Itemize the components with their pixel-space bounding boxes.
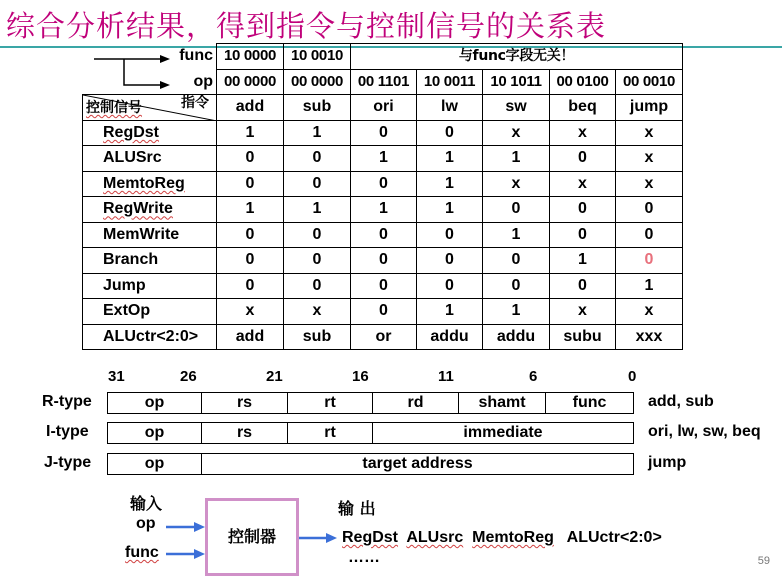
bit-26: 26 — [180, 368, 197, 385]
op-code: 00 0010 — [616, 69, 683, 95]
signal-value: 1 — [417, 171, 483, 197]
j-field-op: op — [107, 453, 202, 475]
signal-name-text: ALUctr<2:0> — [103, 327, 199, 345]
r-type-instructions: add, sub — [648, 393, 714, 410]
r-type-row — [0, 392, 782, 414]
i-type-label: I-type — [46, 423, 89, 440]
signal-value: 1 — [483, 222, 550, 248]
signal-row — [83, 146, 683, 172]
signal-name-text: RegWrite — [103, 200, 173, 218]
signal-value: 0 — [351, 222, 417, 248]
i-type-row — [0, 422, 782, 444]
signal-value: 0 — [217, 273, 284, 299]
i-field-op: op — [107, 422, 202, 444]
signal-value: sub — [284, 324, 351, 350]
r-field-shamt: shamt — [458, 392, 546, 414]
signal-value: x — [284, 299, 351, 325]
signal-row — [83, 299, 683, 325]
signal-value: 1 — [417, 299, 483, 325]
r-field-rt: rt — [287, 392, 373, 414]
signal-value: 0 — [351, 273, 417, 299]
signal-value: xxx — [616, 324, 683, 350]
control-signal-table — [82, 43, 683, 350]
signal-value: 1 — [351, 146, 417, 172]
j-type-row — [0, 453, 782, 475]
func-dontcare: 与func字段无关！ — [351, 44, 683, 70]
signal-value: 1 — [550, 248, 616, 274]
instruction-header-row — [83, 95, 683, 121]
op-code: 10 0011 — [417, 69, 483, 95]
output-label: 输 出 — [338, 499, 376, 518]
signal-value: addu — [417, 324, 483, 350]
signal-value: 1 — [284, 197, 351, 223]
signal-name — [83, 273, 217, 299]
signal-value: 0 — [284, 273, 351, 299]
corner-signal-label: 控制信号 — [86, 100, 142, 116]
signal-value: add — [217, 324, 284, 350]
corner-instr-label: 指令 — [181, 95, 209, 111]
signal-name — [83, 120, 217, 146]
func-code-add: 10 0000 — [217, 44, 284, 70]
signal-value: 1 — [616, 273, 683, 299]
signal-value: x — [217, 299, 284, 325]
instr-header: lw — [417, 95, 483, 121]
instr-header: ori — [351, 95, 417, 121]
signal-name-text: Branch — [103, 251, 159, 269]
signal-rows — [83, 120, 683, 350]
signal-name-text: MemWrite — [103, 225, 180, 243]
signal-value: x — [616, 120, 683, 146]
controller-label: 控制器 — [227, 527, 276, 546]
signal-value: 0 — [284, 146, 351, 172]
signal-value: 0 — [351, 120, 417, 146]
instr-header: sub — [284, 95, 351, 121]
signal-row — [83, 171, 683, 197]
signal-name — [83, 324, 217, 350]
signal-value: 0 — [550, 146, 616, 172]
func-code-sub: 10 0010 — [284, 44, 351, 70]
signal-name — [83, 197, 217, 223]
instr-header: add — [217, 95, 284, 121]
signal-name-text: ExtOp — [103, 302, 151, 320]
signal-value: x — [550, 120, 616, 146]
signal-row — [83, 120, 683, 146]
j-type-label: J-type — [44, 454, 92, 471]
corner-cell — [83, 95, 217, 121]
signal-value: 0 — [550, 222, 616, 248]
signal-value: x — [483, 120, 550, 146]
signal-value: 0 — [217, 146, 284, 172]
signal-value: 0 — [284, 248, 351, 274]
i-field-rs: rs — [201, 422, 288, 444]
signal-value: x — [616, 146, 683, 172]
signal-value: 0 — [217, 248, 284, 274]
j-field-target: target address — [201, 453, 634, 475]
signal-value: x — [550, 299, 616, 325]
bit-21: 21 — [266, 368, 283, 385]
bit-16: 16 — [352, 368, 369, 385]
signal-row — [83, 197, 683, 223]
output-signals — [342, 529, 662, 547]
signal-value: 1 — [284, 120, 351, 146]
input-func: func — [125, 544, 159, 561]
signal-name-text: MemtoReg — [103, 174, 185, 192]
bit-6: 6 — [529, 368, 538, 385]
op-code: 00 0000 — [217, 69, 284, 95]
instr-header: beq — [550, 95, 616, 121]
r-field-func: func — [545, 392, 634, 414]
signal-value: x — [616, 299, 683, 325]
page-number: 59 — [757, 555, 770, 567]
op-code: 00 0000 — [284, 69, 351, 95]
signal-row — [83, 273, 683, 299]
bit-11: 11 — [438, 368, 454, 385]
signal-name — [83, 222, 217, 248]
signal-value: 0 — [417, 222, 483, 248]
op-label: op — [193, 72, 213, 90]
signal-name — [83, 146, 217, 172]
signal-value: 0 — [616, 197, 683, 223]
signal-value: 0 — [417, 273, 483, 299]
r-type-label: R-type — [42, 393, 92, 410]
r-field-rd: rd — [372, 392, 459, 414]
op-code: 00 0100 — [550, 69, 616, 95]
signal-row — [83, 222, 683, 248]
signal-value: 1 — [217, 120, 284, 146]
signal-name — [83, 171, 217, 197]
r-field-op: op — [107, 392, 202, 414]
signal-value: 0 — [550, 197, 616, 223]
controller-box — [205, 498, 299, 576]
signal-value: 0 — [616, 222, 683, 248]
signal-value: 0 — [217, 171, 284, 197]
i-field-rt: rt — [287, 422, 373, 444]
signal-value: 0 — [284, 171, 351, 197]
page-title: 综合分析结果，得到指令与控制信号的关系表 — [6, 9, 607, 43]
signal-value: subu — [550, 324, 616, 350]
op-code: 10 1011 — [483, 69, 550, 95]
output-signal: MemtoReg — [472, 529, 554, 546]
signal-name — [83, 299, 217, 325]
signal-name — [83, 248, 217, 274]
signal-value: addu — [483, 324, 550, 350]
signal-value: 0 — [351, 299, 417, 325]
signal-value: 1 — [417, 146, 483, 172]
bit-31: 31 — [108, 368, 125, 385]
output-signal: RegDst — [342, 529, 399, 546]
signal-value: 0 — [417, 120, 483, 146]
signal-name-text: RegDst — [103, 123, 160, 141]
signal-value: 1 — [483, 146, 550, 172]
signal-value: x — [483, 171, 550, 197]
j-type-instructions: jump — [648, 454, 687, 471]
signal-value: 1 — [483, 299, 550, 325]
signal-name-text: ALUSrc — [103, 149, 162, 167]
signal-value: 0 — [351, 248, 417, 274]
signal-value: x — [550, 171, 616, 197]
signal-value: 1 — [417, 197, 483, 223]
signal-value: 0 — [217, 222, 284, 248]
signal-row — [83, 324, 683, 350]
signal-value: 0 — [550, 273, 616, 299]
signal-value: x — [616, 171, 683, 197]
input-label: 输入 — [130, 494, 163, 513]
op-code: 00 1101 — [351, 69, 417, 95]
signal-row — [83, 248, 683, 274]
signal-value: 1 — [217, 197, 284, 223]
signal-value: 0 — [616, 248, 683, 274]
output-signal: ALUctr<2:0> — [566, 529, 662, 546]
r-field-rs: rs — [201, 392, 288, 414]
output-ellipsis: …… — [348, 549, 380, 566]
signal-value: 0 — [417, 248, 483, 274]
signal-value: 0 — [483, 197, 550, 223]
signal-value: 0 — [483, 273, 550, 299]
instr-header: jump — [616, 95, 683, 121]
i-type-instructions: ori, lw, sw, beq — [648, 423, 761, 440]
op-row — [83, 69, 683, 95]
func-row — [83, 44, 683, 70]
signal-value: 0 — [284, 222, 351, 248]
signal-value: or — [351, 324, 417, 350]
i-field-immediate: immediate — [372, 422, 634, 444]
bit-0: 0 — [628, 368, 637, 385]
signal-value: 1 — [351, 197, 417, 223]
signal-name-text: Jump — [103, 276, 146, 294]
instr-header: sw — [483, 95, 550, 121]
signal-value: 0 — [351, 171, 417, 197]
input-op: op — [136, 515, 156, 532]
signal-value: 0 — [483, 248, 550, 274]
func-label: func — [179, 47, 213, 65]
output-signal: ALUsrc — [406, 529, 464, 546]
